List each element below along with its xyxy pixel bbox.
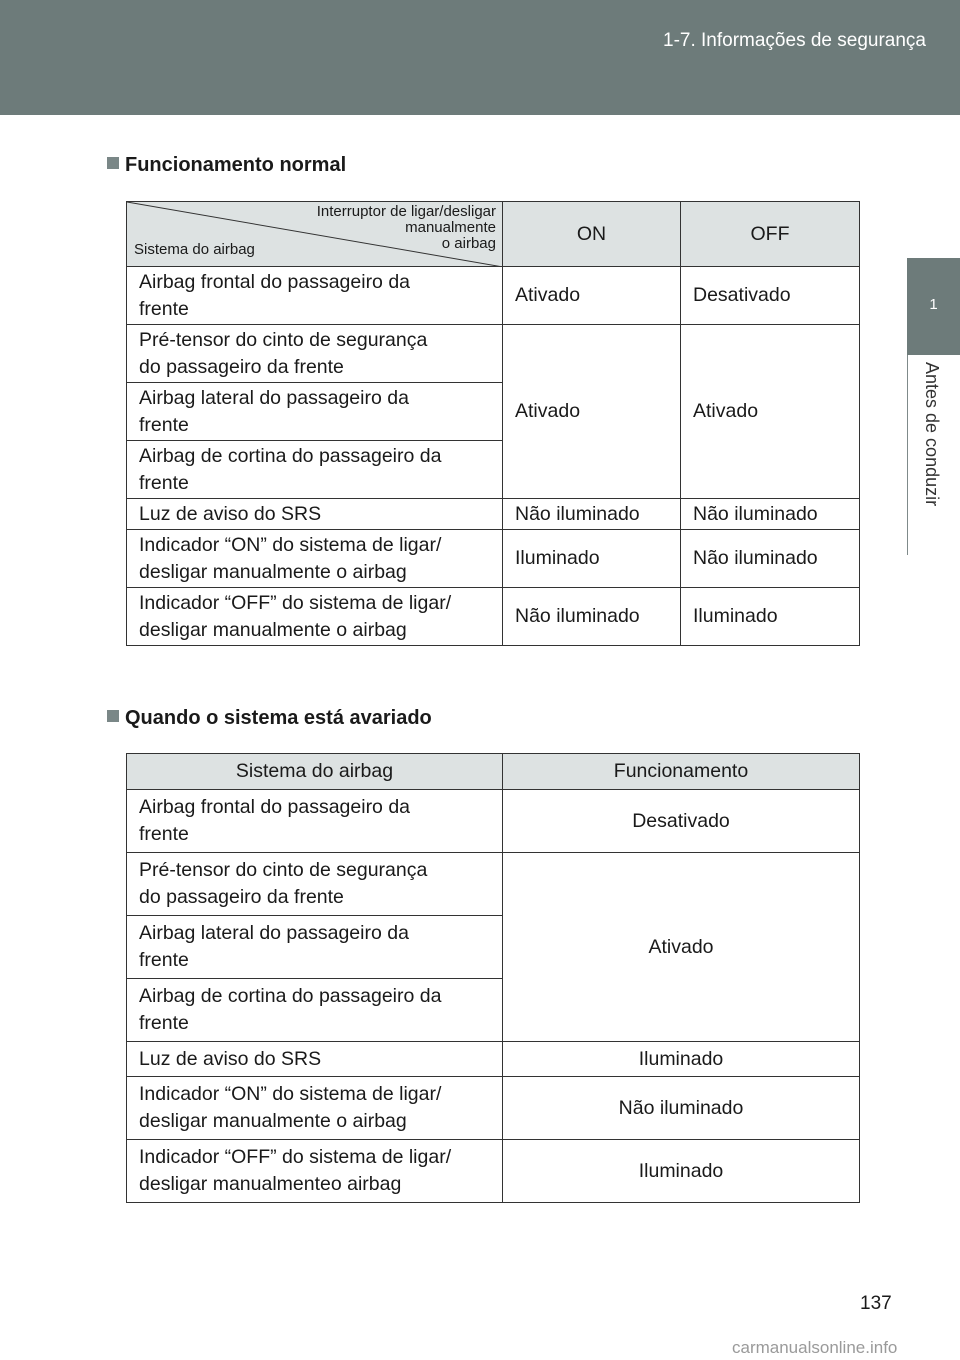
row-label: Airbag frontal do passageiro da frente bbox=[127, 267, 503, 325]
normal-operation-table bbox=[126, 201, 860, 646]
cell-on: Iluminado bbox=[503, 530, 681, 588]
table-header-row bbox=[127, 754, 860, 790]
watermark: carmanualsonline.info bbox=[732, 1338, 898, 1357]
chapter-side-label-wrap bbox=[907, 362, 960, 542]
header-system-label: Sistema do airbag bbox=[134, 241, 255, 258]
row-label: Airbag lateral do passageiro da frente bbox=[127, 383, 503, 441]
table-row bbox=[127, 1042, 860, 1077]
header-switch-line-1: Interruptor de ligar/desligar bbox=[316, 203, 496, 220]
cell-function: Desativado bbox=[503, 790, 860, 853]
header-switch-line-3: o airbag bbox=[441, 235, 496, 252]
row-label: Airbag de cortina do passageiro da frente bbox=[127, 441, 503, 499]
table-row bbox=[127, 267, 860, 325]
section-title-normal bbox=[107, 154, 346, 177]
row-label: Indicador “OFF” do sistema de ligar/ desligar manualmente o airbag bbox=[127, 588, 503, 646]
cell-off-group: Ativado bbox=[681, 325, 860, 499]
square-bullet-icon bbox=[107, 157, 119, 169]
chapter-tab bbox=[907, 258, 960, 355]
section-title-normal-text: Funcionamento normal bbox=[125, 154, 347, 176]
failure-table bbox=[126, 753, 860, 1203]
table-row bbox=[127, 530, 860, 588]
column-on: ON bbox=[503, 202, 681, 267]
page-number: 137 bbox=[860, 1293, 892, 1314]
table-row bbox=[127, 588, 860, 646]
table-row bbox=[127, 325, 860, 383]
row-label: Luz de aviso do SRS bbox=[127, 1042, 503, 1077]
header-switch-label bbox=[317, 204, 496, 252]
table-header-row bbox=[127, 202, 860, 267]
row-label: Pré-tensor do cinto de segurança do passageiro da frente bbox=[127, 853, 503, 916]
cell-on: Ativado bbox=[503, 267, 681, 325]
cell-off: Não iluminado bbox=[681, 499, 860, 530]
row-label: Airbag frontal do passageiro da frente bbox=[127, 790, 503, 853]
column-system: Sistema do airbag bbox=[127, 754, 503, 790]
chapter-number: 1 bbox=[929, 296, 938, 313]
row-label: Airbag de cortina do passageiro da frente bbox=[127, 979, 503, 1042]
header-switch-line-2: manualmente bbox=[405, 219, 496, 236]
table-row bbox=[127, 1140, 860, 1203]
table-row bbox=[127, 853, 860, 916]
cell-off: Não iluminado bbox=[681, 530, 860, 588]
table-row bbox=[127, 790, 860, 853]
cell-off: Iluminado bbox=[681, 588, 860, 646]
cell-function: Iluminado bbox=[503, 1042, 860, 1077]
square-bullet-icon bbox=[107, 710, 119, 722]
section-title-failure-text: Quando o sistema está avariado bbox=[125, 707, 432, 729]
row-label: Pré-tensor do cinto de segurança do passageiro da frente bbox=[127, 325, 503, 383]
cell-on-group: Ativado bbox=[503, 325, 681, 499]
column-function: Funcionamento bbox=[503, 754, 860, 790]
row-label: Indicador “ON” do sistema de ligar/ desligar manualmente o airbag bbox=[127, 530, 503, 588]
cell-function: Iluminado bbox=[503, 1140, 860, 1203]
row-label: Indicador “ON” do sistema de ligar/ desligar manualmente o airbag bbox=[127, 1077, 503, 1140]
cell-off: Desativado bbox=[681, 267, 860, 325]
diagonal-header-cell bbox=[127, 202, 503, 267]
table-row bbox=[127, 1077, 860, 1140]
section-title-failure bbox=[107, 707, 432, 730]
cell-on: Não iluminado bbox=[503, 588, 681, 646]
row-label: Luz de aviso do SRS bbox=[127, 499, 503, 530]
table-row bbox=[127, 499, 860, 530]
cell-function-group: Ativado bbox=[503, 853, 860, 1042]
page-header bbox=[0, 0, 960, 115]
cell-on: Não iluminado bbox=[503, 499, 681, 530]
chapter-title: 1-7. Informações de segurança bbox=[663, 30, 926, 51]
cell-function: Não iluminado bbox=[503, 1077, 860, 1140]
row-label: Indicador “OFF” do sistema de ligar/ desligar manualmenteo airbag bbox=[127, 1140, 503, 1203]
row-label: Airbag lateral do passageiro da frente bbox=[127, 916, 503, 979]
chapter-side-label: Antes de conduzir bbox=[922, 362, 942, 507]
column-off: OFF bbox=[681, 202, 860, 267]
